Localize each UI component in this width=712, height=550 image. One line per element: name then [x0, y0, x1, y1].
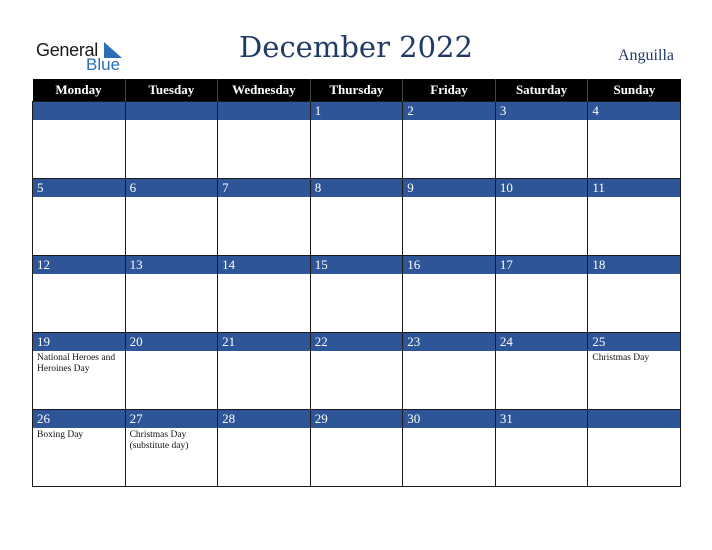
weekday-tuesday: Tuesday [125, 79, 218, 102]
day-number: 28 [218, 410, 310, 428]
day-number [33, 102, 125, 120]
day-number: 13 [126, 256, 218, 274]
day-cell [588, 410, 681, 487]
day-cell [403, 102, 496, 179]
day-number: 24 [496, 333, 588, 351]
calendar-grid [32, 79, 681, 487]
holiday-label: Christmas Day (substitute day) [129, 430, 189, 451]
day-number: 26 [33, 410, 125, 428]
day-cell [495, 256, 588, 333]
day-cell [125, 179, 218, 256]
week-row [33, 256, 681, 333]
holiday-label: Christmas Day [592, 353, 650, 363]
day-number: 31 [496, 410, 588, 428]
day-number: 8 [311, 179, 403, 197]
day-cell [218, 256, 311, 333]
week-row [33, 410, 681, 487]
week-row [33, 102, 681, 179]
weekday-wednesday: Wednesday [218, 79, 311, 102]
day-cell [588, 179, 681, 256]
day-cell [403, 256, 496, 333]
day-number: 16 [403, 256, 495, 274]
day-cell [125, 410, 218, 487]
day-number: 22 [311, 333, 403, 351]
day-cell [33, 102, 126, 179]
day-number: 1 [311, 102, 403, 120]
day-number: 11 [588, 179, 680, 197]
day-cell [33, 179, 126, 256]
day-cell [403, 333, 496, 410]
weekday-saturday: Saturday [495, 79, 588, 102]
day-cell [495, 179, 588, 256]
weekday-sunday: Sunday [588, 79, 681, 102]
day-number [126, 102, 218, 120]
weekday-friday: Friday [403, 79, 496, 102]
day-cell [310, 333, 403, 410]
day-cell [310, 179, 403, 256]
day-number: 10 [496, 179, 588, 197]
day-cell [310, 102, 403, 179]
day-cell [495, 410, 588, 487]
day-cell [495, 102, 588, 179]
day-cell [403, 410, 496, 487]
day-cell [588, 102, 681, 179]
day-cell [125, 333, 218, 410]
day-number: 30 [403, 410, 495, 428]
day-number [588, 410, 680, 428]
day-number: 9 [403, 179, 495, 197]
day-cell [218, 333, 311, 410]
day-number: 27 [126, 410, 218, 428]
day-cell [495, 333, 588, 410]
day-number [218, 102, 310, 120]
day-number: 4 [588, 102, 680, 120]
day-number: 25 [588, 333, 680, 351]
country-label: Anguilla [618, 47, 674, 64]
calendar-body [33, 102, 681, 487]
logo-text-blue: Blue [86, 55, 121, 74]
day-cell [125, 256, 218, 333]
day-cell [218, 410, 311, 487]
day-number: 15 [311, 256, 403, 274]
day-cell [218, 179, 311, 256]
day-number: 20 [126, 333, 218, 351]
day-cell [218, 102, 311, 179]
day-cell [588, 256, 681, 333]
day-number: 2 [403, 102, 495, 120]
day-cell [588, 333, 681, 410]
day-cell [33, 410, 126, 487]
calendar-title: December 2022 [239, 30, 473, 64]
day-number: 23 [403, 333, 495, 351]
day-cell [310, 410, 403, 487]
holiday-label: National Heroes and Heroines Day [37, 353, 116, 374]
weekday-thursday: Thursday [310, 79, 403, 102]
weekday-header-row [33, 79, 681, 102]
day-cell [310, 256, 403, 333]
day-cell [33, 333, 126, 410]
day-number: 14 [218, 256, 310, 274]
day-cell [125, 102, 218, 179]
day-number: 17 [496, 256, 588, 274]
day-number: 12 [33, 256, 125, 274]
day-number: 5 [33, 179, 125, 197]
day-number: 3 [496, 102, 588, 120]
day-number: 6 [126, 179, 218, 197]
week-row [33, 333, 681, 410]
logo-text-general: General [36, 40, 98, 60]
day-cell [33, 256, 126, 333]
day-number: 19 [33, 333, 125, 351]
holiday-label: Boxing Day [37, 430, 84, 440]
day-number: 18 [588, 256, 680, 274]
day-number: 29 [311, 410, 403, 428]
week-row [33, 179, 681, 256]
weekday-monday: Monday [33, 79, 126, 102]
day-number: 7 [218, 179, 310, 197]
day-number: 21 [218, 333, 310, 351]
day-cell [403, 179, 496, 256]
